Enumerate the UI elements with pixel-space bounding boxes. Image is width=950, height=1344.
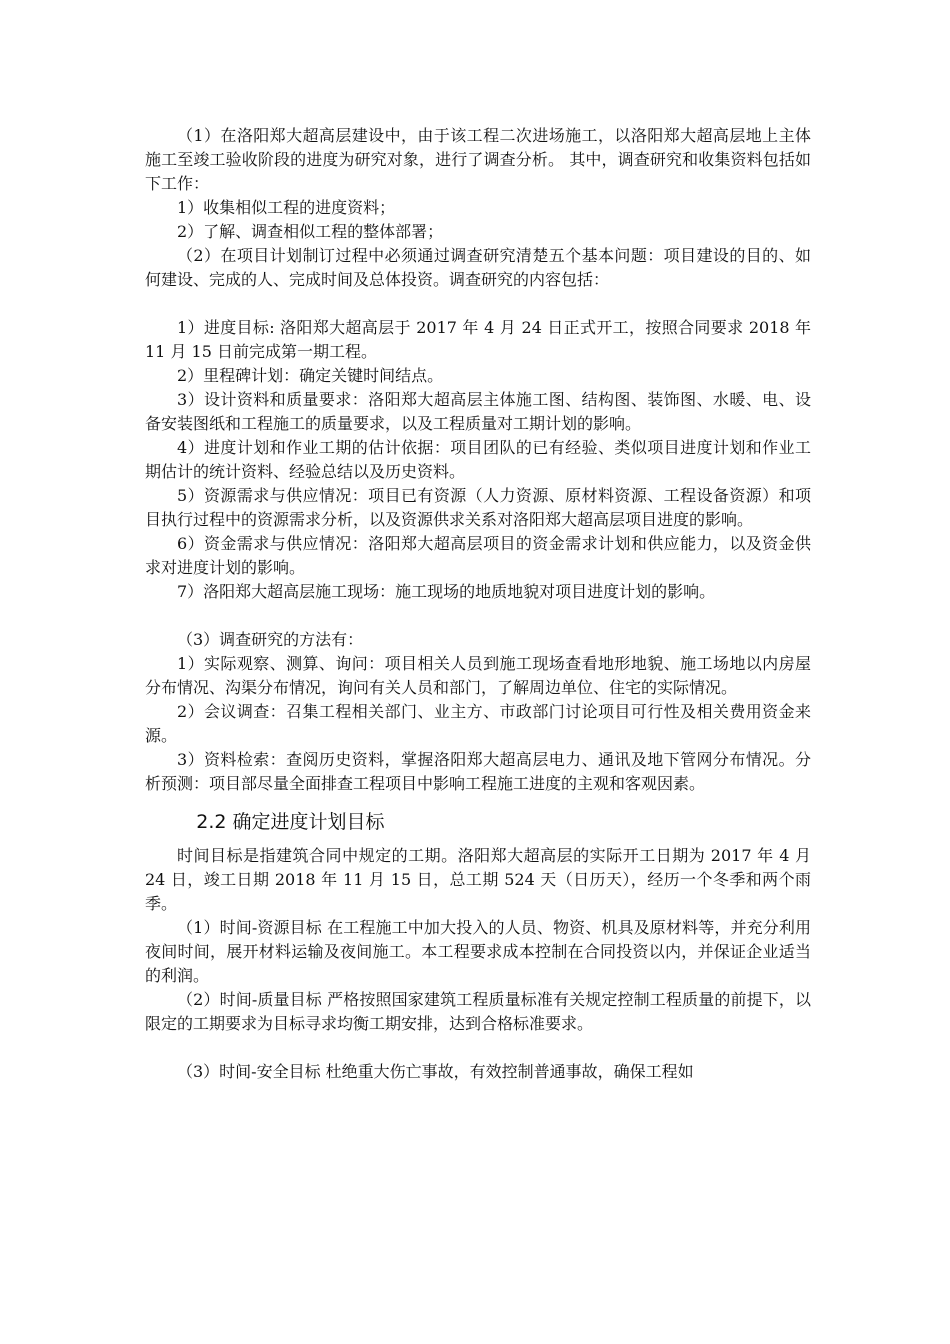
paragraph-question: （2）在项目计划制订过程中必须通过调查研究清楚五个基本问题：项目建设的目的、如何建设、完成的人、完成时间及总体投资。调查研究的内容包括： xyxy=(145,246,811,289)
paragraph-item: 2）里程碑计划：确定关键时间结点。 xyxy=(177,366,444,385)
paragraph-item: 1）实际观察、测算、询问：项目相关人员到施工现场查看地形地貌、施工场地以内房屋分布情况、沟渠分布情况，询问有关人员和部门，了解周边单位、住宅的实际情况。 xyxy=(145,654,811,697)
section-heading: 2.2 确定进度计划目标 xyxy=(196,811,385,833)
paragraph-methods: （3）调查研究的方法有： xyxy=(177,630,364,649)
paragraph-item: 7）洛阳郑大超高层施工现场：施工现场的地质地貌对项目进度计划的影响。 xyxy=(177,582,716,601)
paragraph-item: （1）时间-资源目标 在工程施工中加大投入的人员、物资、机具及原材料等，并充分利用夜间时间，展开材料运输及夜间施工。本工程要求成本控制在合同投资以内，并保证企业适当的利润。 xyxy=(145,918,811,985)
paragraph-item: 3）资料检索：查阅历史资料，掌握洛阳郑大超高层电力、通讯及地下管网分布情况。分析预测：项目部尽量全面排查工程项目中影响工程施工进度的主观和客观因素。 xyxy=(145,750,811,793)
paragraph-body: 时间目标是指建筑合同中规定的工期。洛阳郑大超高层的实际开工日期为 2017 年 4 月 24 日，竣工日期 2018 年 11 月 15 日，总工期 524 天（日历天），经历一个冬季和两个雨季。 xyxy=(145,846,811,913)
paragraph-item: 2）了解、调查相似工程的整体部署； xyxy=(177,222,444,241)
paragraph-item: 1）进度目标: 洛阳郑大超高层于 2017 年 4 月 24 日正式开工，按照合同要求 2018 年 11 月 15 日前完成第一期工程。 xyxy=(145,318,811,361)
paragraph-item: 5）资源需求与供应情况：项目已有资源（人力资源、原材料资源、工程设备资源）和项目执行过程中的资源需求分析，以及资源供求关系对洛阳郑大超高层项目进度的影响。 xyxy=(145,486,811,529)
paragraph-item: 2）会议调查：召集工程相关部门、业主方、市政部门讨论项目可行性及相关费用资金来源。 xyxy=(145,702,811,745)
paragraph-item: 6）资金需求与供应情况：洛阳郑大超高层项目的资金需求计划和供应能力，以及资金供求对进度计划的影响。 xyxy=(145,534,811,577)
paragraph-item: （3）时间-安全目标 杜绝重大伤亡事故，有效控制普通事故，确保工程如 xyxy=(177,1062,694,1081)
paragraph-item: （2）时间-质量目标 严格按照国家建筑工程质量标准有关规定控制工程质量的前提下，以限定的工期要求为目标寻求均衡工期安排，达到合格标准要求。 xyxy=(145,990,811,1033)
paragraph-item: 1）收集相似工程的进度资料； xyxy=(177,198,396,217)
document-page xyxy=(145,124,811,1084)
paragraph-item: 3）设计资料和质量要求：洛阳郑大超高层主体施工图、结构图、装饰图、水暖、电、设备安装图纸和工程施工的质量要求，以及工程质量对工期计划的影响。 xyxy=(145,390,811,433)
paragraph-item: 4）进度计划和作业工期的估计依据：项目团队的已有经验、类似项目进度计划和作业工期估计的统计资料、经验总结以及历史资料。 xyxy=(145,438,811,481)
paragraph-intro: （1）在洛阳郑大超高层建设中，由于该工程二次进场施工，以洛阳郑大超高层地上主体施工至竣工验收阶段的进度为研究对象，进行了调查分析。 其中，调查研究和收集资料包括如下工作： xyxy=(145,126,811,193)
